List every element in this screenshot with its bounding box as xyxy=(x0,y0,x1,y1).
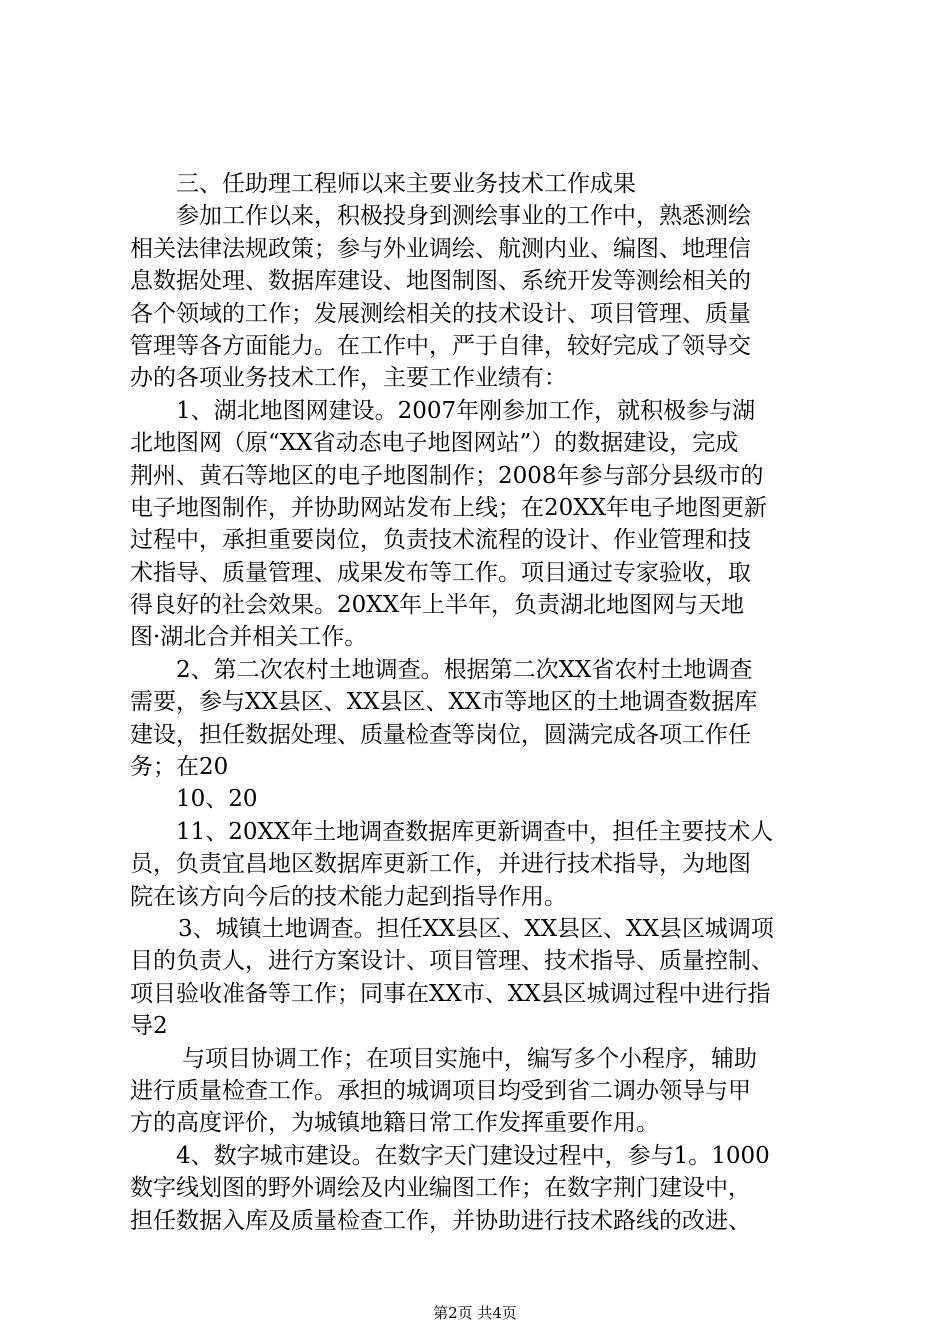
paragraph-line: 得良好的社会效果。20XX年上半年，负责湖北地图网与天地 xyxy=(130,592,745,619)
paragraph-line: 2、第二次农村土地调查。根据第二次XX省农村土地调查 xyxy=(176,656,753,683)
page-number-footer: 第2页 共4页 xyxy=(433,1304,517,1322)
paragraph-line: 目的负责人，进行方案设计、项目管理、技术指导、质量控制、 xyxy=(130,948,774,975)
paragraph-line: 参加工作以来，积极投身到测绘事业的工作中，熟悉测绘 xyxy=(176,203,751,230)
paragraph-line: 建设，担任数据处理、质量检查等岗位，圆满完成各项工作任 xyxy=(130,721,751,748)
paragraph-line: 进行质量检查工作。承担的城调项目均受到省二调办领导与甲 xyxy=(130,1077,751,1104)
paragraph-line: 员，负责宜昌地区数据库更新工作，并进行技术指导，为地图 xyxy=(130,851,751,878)
paragraph-line: 荆州、黄石等地区的电子地图制作；2008年参与部分县级市的 xyxy=(130,462,764,489)
paragraph-line: 息数据处理、数据库建设、地图制图、系统开发等测绘相关的 xyxy=(130,268,751,295)
paragraph-line: 3、城镇土地调查。担任XX县区、XX县区、XX县区城调项 xyxy=(178,915,774,942)
paragraph-line: 术指导、质量管理、成果发布等工作。项目通过专家验收，取 xyxy=(130,559,751,586)
paragraph-line: 北地图网（原“XX省动态电子地图网站”）的数据建设，完成 xyxy=(130,430,739,457)
paragraph-line: 相关法律法规政策；参与外业调绘、航测内业、编图、地理信 xyxy=(130,235,751,262)
paragraph-line: 担任数据入库及质量检查工作，并协助进行技术路线的改进、 xyxy=(130,1207,751,1234)
paragraph-line: 项目验收准备等工作；同事在XX市、XX县区城调过程中进行指 xyxy=(130,980,771,1007)
paragraph-line: 导2 xyxy=(130,1013,168,1040)
section-heading: 三、任助理工程师以来主要业务技术工作成果 xyxy=(176,171,636,197)
document-body xyxy=(130,168,830,1237)
paragraph-line: 办的各项业务技术工作，主要工作业绩有： xyxy=(130,365,567,392)
paragraph-line: 4、数字城市建设。在数字天门建设过程中，参与1。1000 xyxy=(176,1142,770,1169)
paragraph-line: 与项目协调工作；在项目实施中，编写多个小程序，辅助 xyxy=(182,1045,757,1072)
paragraph-line: 需要，参与XX县区、XX县区、XX市等地区的土地调查数据库 xyxy=(130,689,758,716)
paragraph-line: 数字线划图的野外调绘及内业编图工作；在数字荆门建设中， xyxy=(130,1175,751,1202)
paragraph-line: 图·湖北合并相关工作。 xyxy=(130,624,368,651)
paragraph-line: 方的高度评价，为城镇地籍日常工作发挥重要作用。 xyxy=(130,1110,659,1137)
paragraph-line: 管理等各方面能力。在工作中，严于自律，较好完成了领导交 xyxy=(130,332,751,359)
paragraph-line: 院在该方向今后的技术能力起到指导作用。 xyxy=(130,883,567,910)
paragraph-line: 11、20XX年土地调查数据库更新调查中，担任主要技术人 xyxy=(176,818,774,845)
paragraph-line: 各个领域的工作；发展测绘相关的技术设计、项目管理、质量 xyxy=(130,300,751,327)
paragraph-line: 电子地图制作，并协助网站发布上线；在20XX年电子地图更新 xyxy=(130,494,768,521)
paragraph-line: 1、湖北地图网建设。2007年刚参加工作，就积极参与湖 xyxy=(176,397,756,424)
paragraph-line: 务；在20 xyxy=(130,754,229,781)
paragraph-line: 过程中，承担重要岗位，负责技术流程的设计、作业管理和技 xyxy=(130,527,751,554)
paragraph-line: 10、20 xyxy=(176,786,258,813)
